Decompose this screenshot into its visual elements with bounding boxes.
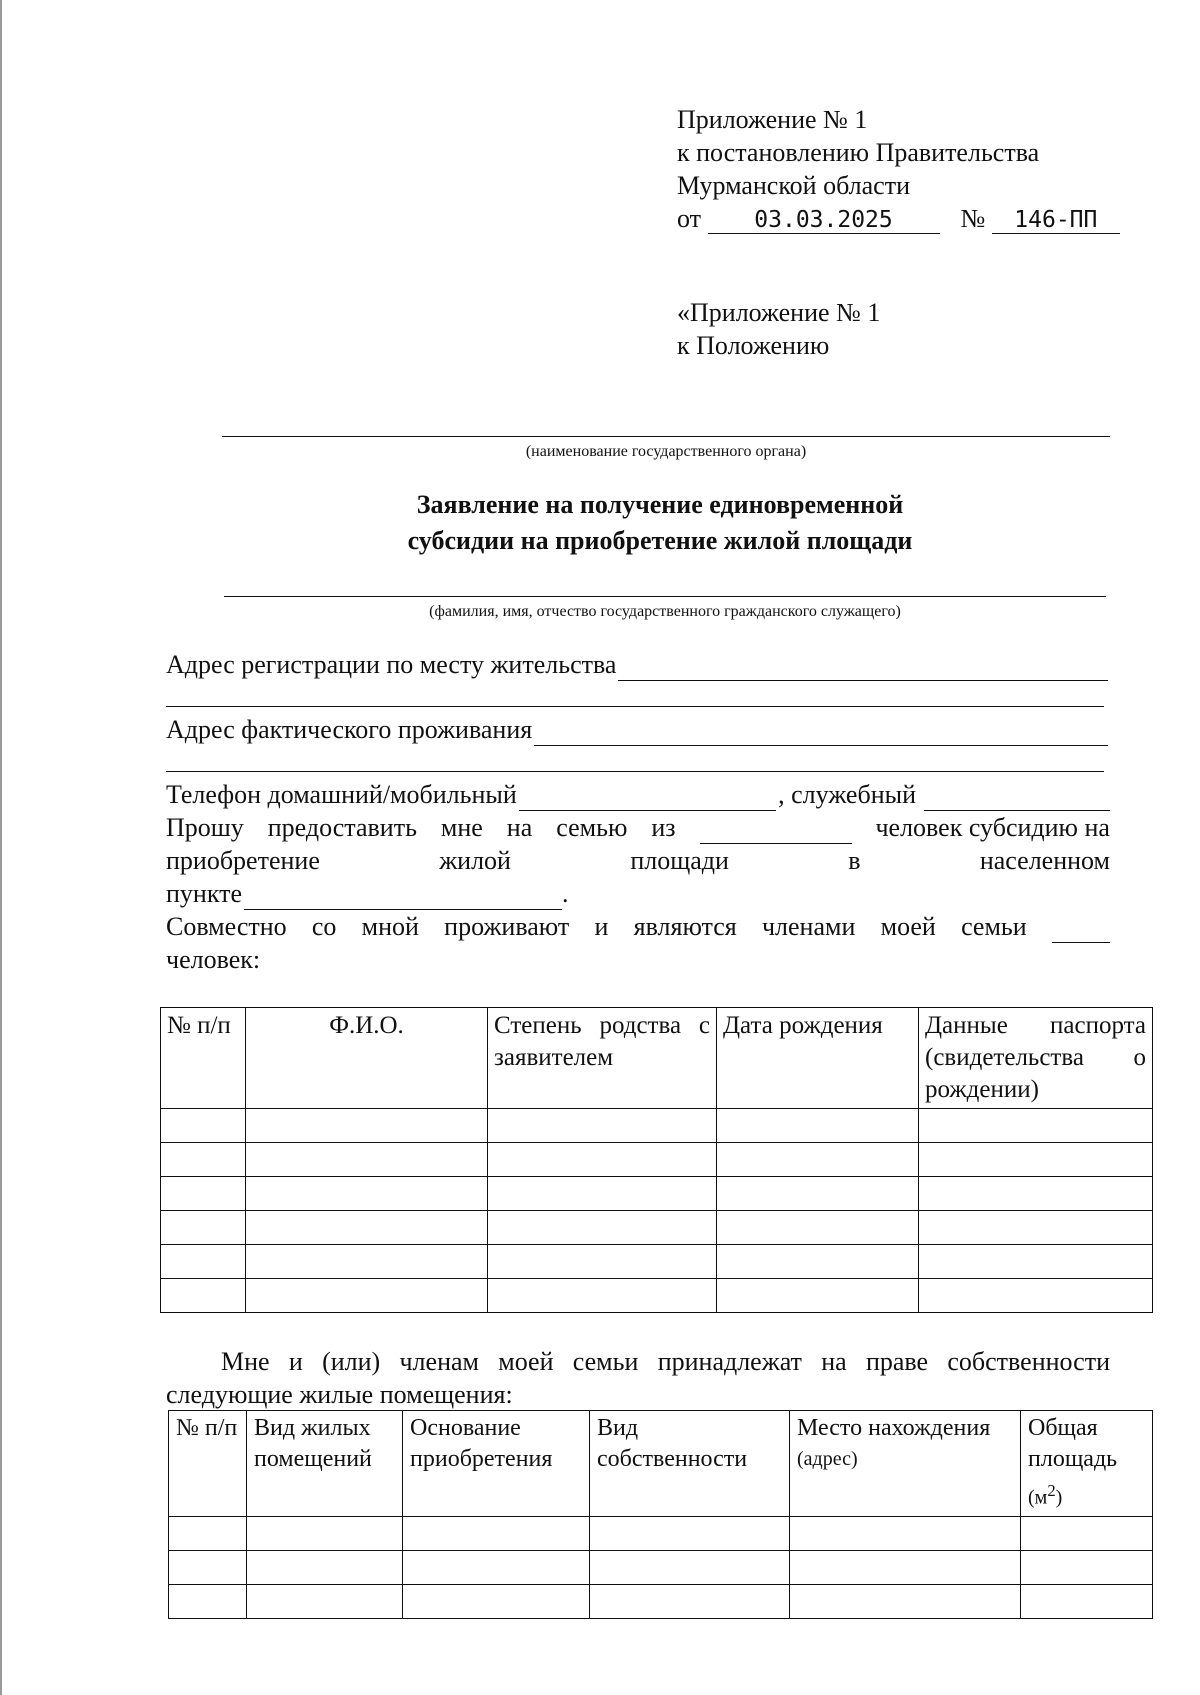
area-unit-close: ) xyxy=(1055,1486,1063,1509)
form-title xyxy=(330,487,990,559)
word-request-1: предоставить xyxy=(267,813,417,842)
word-family-7: моей xyxy=(880,912,936,941)
locality-field[interactable] xyxy=(244,887,562,910)
property-header-type: Вид жилых помещений xyxy=(247,1411,403,1517)
property-header-number: № п/п xyxy=(169,1411,247,1517)
area-unit xyxy=(1028,1475,1145,1514)
table-cell[interactable] xyxy=(790,1516,1021,1550)
from-label: от xyxy=(677,204,702,233)
table-cell[interactable] xyxy=(590,1516,790,1550)
table-cell[interactable] xyxy=(246,1211,488,1245)
people-row xyxy=(166,943,1110,976)
word-family-2: мной xyxy=(361,912,419,941)
property-table-header xyxy=(169,1411,1153,1517)
phone-label: Телефон домашний/мобильный xyxy=(166,780,517,809)
table-cell[interactable] xyxy=(161,1245,246,1279)
word-request-3: на xyxy=(506,813,533,842)
phone-field[interactable] xyxy=(519,788,776,811)
work-phone-label: , служебный xyxy=(778,780,916,809)
table-cell[interactable] xyxy=(919,1279,1153,1313)
table-cell[interactable] xyxy=(161,1211,246,1245)
table-row xyxy=(161,1143,1153,1177)
property-intro xyxy=(166,1345,1110,1411)
family-row xyxy=(166,910,1110,943)
table-row xyxy=(169,1584,1153,1618)
table-cell[interactable] xyxy=(488,1245,717,1279)
table-cell[interactable] xyxy=(488,1177,717,1211)
table-row xyxy=(161,1245,1153,1279)
family-table-header xyxy=(161,1008,1153,1109)
family-header-relation: Степень родства с заявителем xyxy=(488,1008,717,1109)
table-cell[interactable] xyxy=(169,1516,247,1550)
word-family-6: членами xyxy=(761,912,856,941)
table-cell[interactable] xyxy=(488,1109,717,1143)
table-cell[interactable] xyxy=(790,1584,1021,1618)
table-cell[interactable] xyxy=(590,1550,790,1584)
header-line-2: к постановлению Правительства xyxy=(677,138,1040,167)
word-purchase-3: в xyxy=(848,846,861,875)
authority-caption: (наименование государственного органа) xyxy=(525,443,807,460)
people-label: человек: xyxy=(166,945,261,974)
table-cell[interactable] xyxy=(403,1516,590,1550)
table-cell[interactable] xyxy=(1021,1584,1153,1618)
table-row xyxy=(169,1516,1153,1550)
table-row xyxy=(161,1279,1153,1313)
table-row xyxy=(169,1550,1153,1584)
table-cell[interactable] xyxy=(161,1177,246,1211)
decree-date: 03.03.2025 xyxy=(708,207,940,234)
area-unit-open: (м xyxy=(1028,1486,1048,1509)
word-family-1: со xyxy=(311,912,337,941)
applicant-name-line[interactable] xyxy=(224,596,1106,597)
phone-row xyxy=(166,778,1110,811)
word-family-0: Совместно xyxy=(166,912,287,941)
word-request-0: Прошу xyxy=(166,813,244,842)
property-intro-line-2: следующие жилые помещения: xyxy=(166,1380,513,1409)
table-cell[interactable] xyxy=(247,1584,403,1618)
word-request-2: мне xyxy=(440,813,483,842)
reg-address-label: Адрес регистрации по месту жительства xyxy=(166,650,617,679)
table-row xyxy=(161,1211,1153,1245)
request-tail: человек субсидию на xyxy=(875,813,1110,842)
actual-address-field[interactable] xyxy=(534,723,1108,746)
work-phone-field[interactable] xyxy=(924,788,1110,811)
decree-number: 146-ПП xyxy=(992,207,1120,234)
request-row xyxy=(166,811,1110,844)
table-cell[interactable] xyxy=(403,1584,590,1618)
word-purchase-2: площади xyxy=(630,846,729,875)
table-cell[interactable] xyxy=(919,1211,1153,1245)
table-cell[interactable] xyxy=(488,1143,717,1177)
word-family-5: являются xyxy=(633,912,737,941)
family-members-table xyxy=(160,1007,1153,1313)
purchase-row xyxy=(166,844,1110,877)
property-header-basis: Основание приобретения xyxy=(403,1411,590,1517)
word-request-4: семью xyxy=(556,813,628,842)
appendix-line-2: к Положению xyxy=(677,331,830,360)
family-header-name: Ф.И.О. xyxy=(246,1008,488,1109)
decree-header xyxy=(677,103,1120,235)
page-edge xyxy=(0,0,2,1695)
word-family-4: и xyxy=(594,912,609,941)
title-line-1: Заявление на получение единовременной xyxy=(416,490,904,519)
reg-address-row xyxy=(166,648,1110,681)
word-family-8: семьи xyxy=(961,912,1027,941)
locality-row xyxy=(166,877,569,910)
table-cell[interactable] xyxy=(161,1109,246,1143)
table-cell[interactable] xyxy=(919,1109,1153,1143)
family-header-passport: Данные паспорта (свидетельства о рождении) xyxy=(919,1008,1153,1109)
table-cell[interactable] xyxy=(169,1584,247,1618)
applicant-caption: (фамилия, имя, отчество государственного гражданского служащего) xyxy=(429,603,901,620)
table-cell[interactable] xyxy=(919,1177,1153,1211)
word-purchase-1: жилой xyxy=(439,846,511,875)
address-note: (адрес) xyxy=(797,1448,858,1470)
actual-address-continuation[interactable] xyxy=(166,771,1104,772)
locality-period: . xyxy=(562,879,569,908)
table-cell[interactable] xyxy=(403,1550,590,1584)
actual-address-row xyxy=(166,713,1110,746)
location-label: Место нахождения xyxy=(797,1415,991,1441)
number-label: № xyxy=(960,204,986,233)
word-request-5: из xyxy=(651,813,676,842)
header-line-3: Мурманской области xyxy=(677,171,910,200)
actual-address-label: Адрес фактического проживания xyxy=(166,715,533,744)
word-purchase-0: приобретение xyxy=(166,846,320,875)
property-table xyxy=(168,1410,1153,1619)
table-cell[interactable] xyxy=(246,1177,488,1211)
table-cell[interactable] xyxy=(246,1109,488,1143)
family-size-field[interactable] xyxy=(700,821,852,844)
family-header-number: № п/п xyxy=(161,1008,246,1109)
header-date-line xyxy=(677,202,1120,235)
table-cell[interactable] xyxy=(717,1143,919,1177)
table-cell[interactable] xyxy=(246,1245,488,1279)
title-line-2: субсидии на приобретение жилой площади xyxy=(407,526,913,555)
table-cell[interactable] xyxy=(1021,1516,1153,1550)
table-cell[interactable] xyxy=(246,1143,488,1177)
property-header-area xyxy=(1021,1411,1153,1517)
table-cell[interactable] xyxy=(717,1245,919,1279)
table-cell[interactable] xyxy=(590,1584,790,1618)
appendix-line-1: «Приложение № 1 xyxy=(677,298,881,327)
table-cell[interactable] xyxy=(169,1550,247,1584)
reg-address-field[interactable] xyxy=(618,658,1108,681)
table-cell[interactable] xyxy=(919,1143,1153,1177)
area-label: Общая площадь xyxy=(1028,1415,1118,1472)
table-cell[interactable] xyxy=(1021,1550,1153,1584)
table-cell[interactable] xyxy=(919,1245,1153,1279)
locality-label: пункте xyxy=(166,879,243,908)
appendix-header xyxy=(677,296,880,362)
table-cell[interactable] xyxy=(247,1516,403,1550)
table-cell[interactable] xyxy=(161,1143,246,1177)
property-intro-line-1: Мне и (или) членам моей семьи принадлежат на праве собственности xyxy=(221,1347,1110,1376)
reg-address-continuation[interactable] xyxy=(166,706,1104,707)
table-cell[interactable] xyxy=(717,1109,919,1143)
table-cell[interactable] xyxy=(717,1177,919,1211)
word-purchase-4: населенном xyxy=(979,846,1110,875)
table-row xyxy=(161,1109,1153,1143)
word-family-3: проживают xyxy=(444,912,570,941)
table-cell[interactable] xyxy=(717,1279,919,1313)
header-line-1: Приложение № 1 xyxy=(677,105,868,134)
family-members-field[interactable] xyxy=(1052,920,1110,943)
property-header-location xyxy=(790,1411,1021,1517)
table-cell[interactable] xyxy=(488,1279,717,1313)
authority-line[interactable] xyxy=(222,436,1110,437)
area-unit-exponent: 2 xyxy=(1047,1481,1056,1500)
table-cell[interactable] xyxy=(246,1279,488,1313)
table-cell[interactable] xyxy=(717,1211,919,1245)
family-header-birthdate: Дата рождения xyxy=(717,1008,919,1109)
table-cell[interactable] xyxy=(790,1550,1021,1584)
table-cell[interactable] xyxy=(488,1211,717,1245)
table-row xyxy=(161,1177,1153,1211)
table-cell[interactable] xyxy=(161,1279,246,1313)
property-header-ownership: Вид собственности xyxy=(590,1411,790,1517)
table-cell[interactable] xyxy=(247,1550,403,1584)
